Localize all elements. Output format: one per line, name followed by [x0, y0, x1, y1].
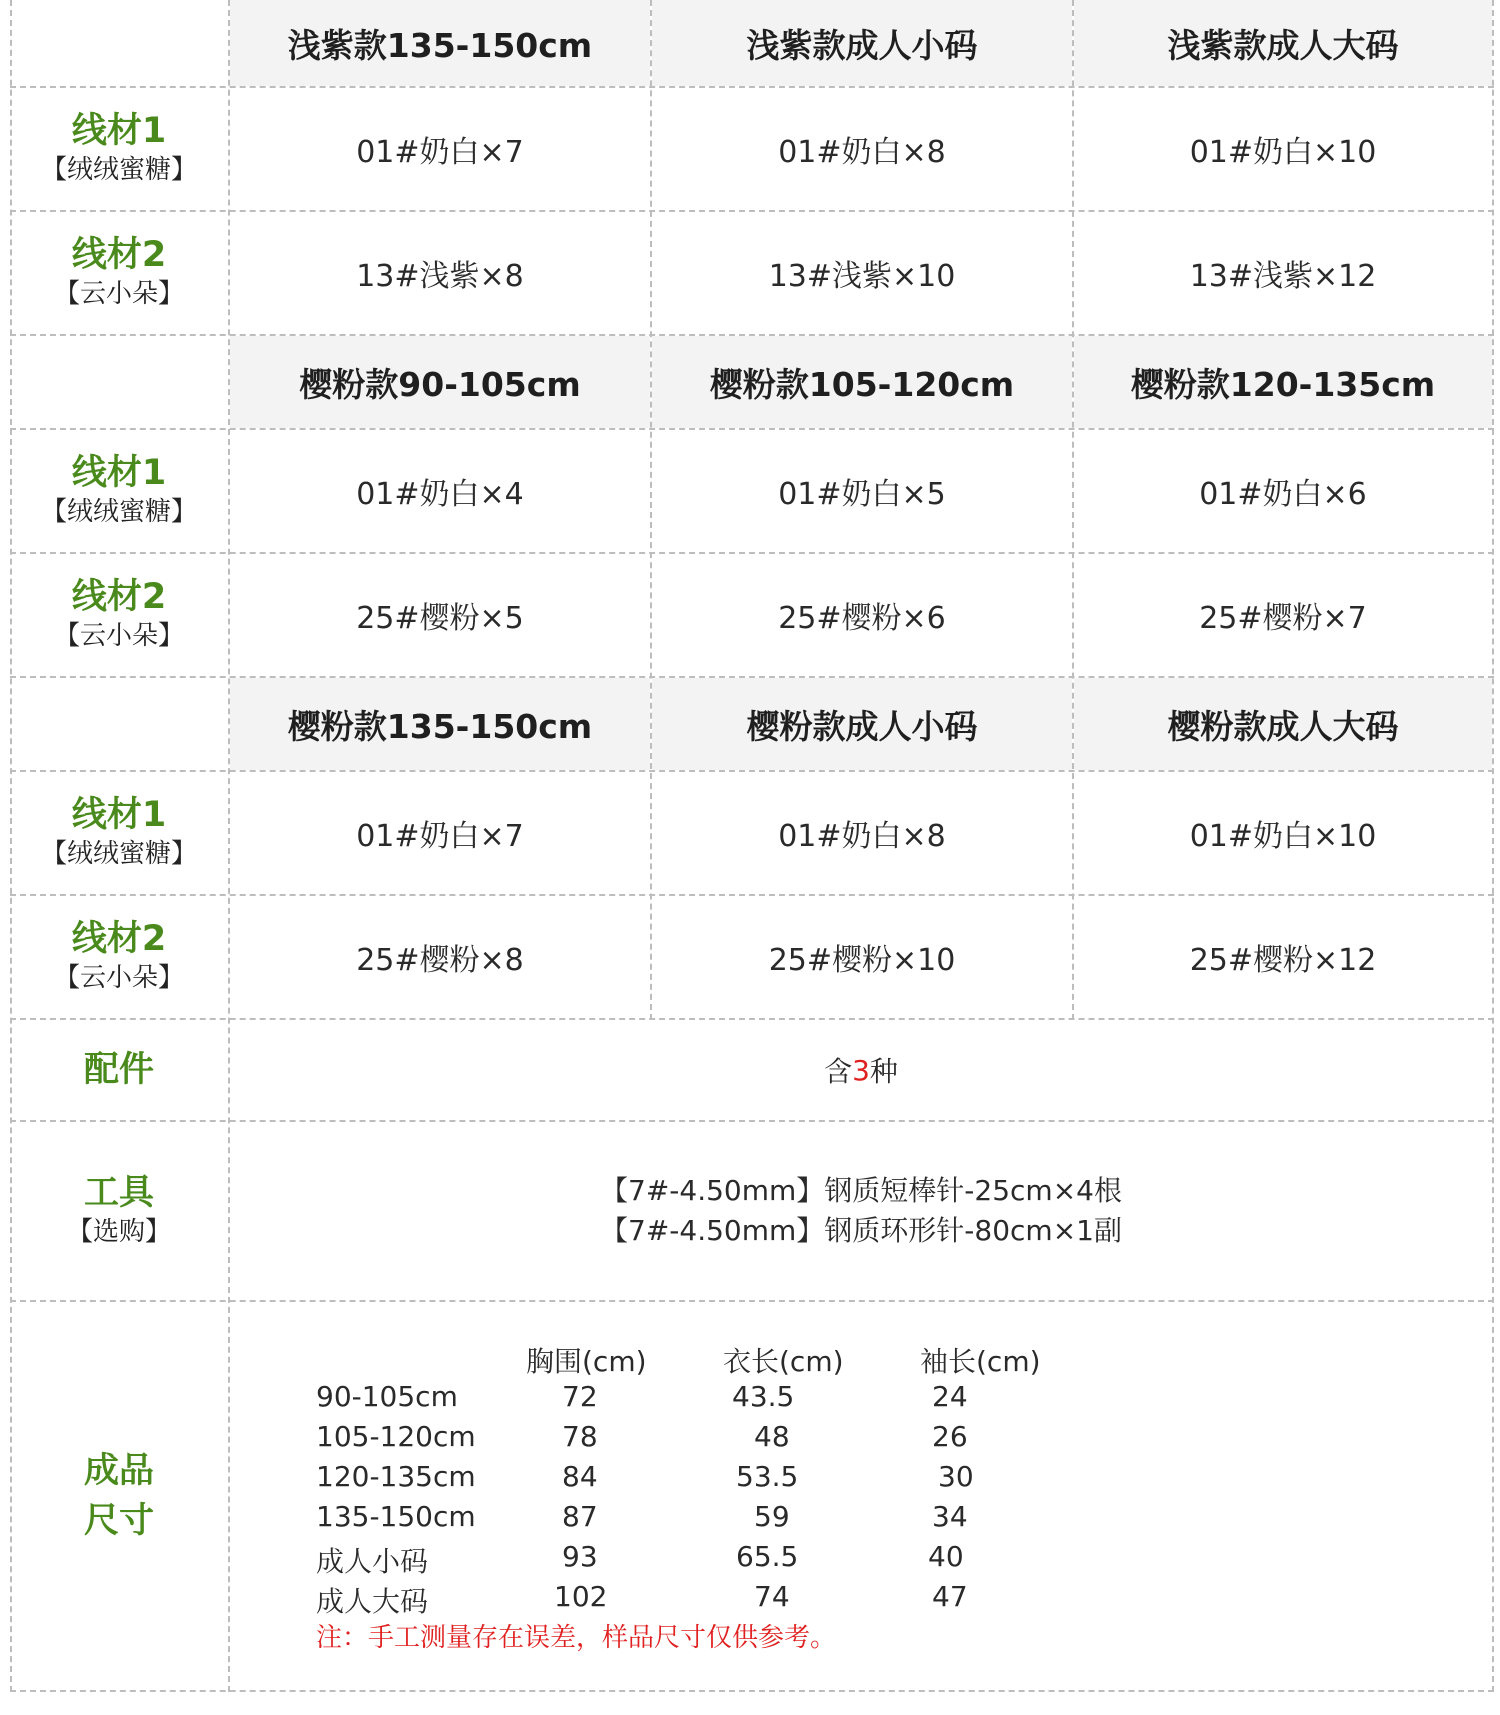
accessories-suffix: 种 [869, 1055, 898, 1088]
sleeve-value: 47 [932, 1580, 968, 1613]
divider [10, 0, 12, 1692]
row-label-title: 线材2 [71, 577, 167, 617]
finished-size-title: 尺寸 [83, 1501, 154, 1541]
size-name: 成人大码 [316, 1585, 429, 1618]
length-value: 59 [754, 1500, 790, 1533]
divider [650, 0, 652, 1020]
column-header: 衣长(cm) [723, 1345, 844, 1378]
divider [10, 676, 1494, 678]
value-cell: 01#奶白×5 [778, 477, 946, 512]
size-name: 135-150cm [316, 1500, 476, 1533]
divider [10, 1120, 1494, 1122]
tools-title: 工具 [83, 1173, 154, 1213]
header-text: 樱粉款成人大码 [1167, 706, 1399, 746]
header-cell [1074, 678, 1492, 770]
value-cell: 01#奶白×6 [1199, 477, 1367, 512]
chest-value: 87 [562, 1500, 598, 1533]
value-cell: 25#樱粉×10 [768, 943, 956, 978]
header-cell [1074, 336, 1492, 428]
row-label-sub: 【绒绒蜜糖】 [40, 497, 197, 527]
row-label [10, 554, 228, 676]
header-text: 浅紫款成人小码 [746, 25, 978, 65]
tool-line: 【7#-4.50mm】钢质环形针-80cm×1副 [600, 1214, 1122, 1247]
row-label-sub: 【绒绒蜜糖】 [40, 155, 197, 185]
header-text: 樱粉款135-150cm [287, 706, 593, 746]
header-text: 樱粉款90-105cm [299, 364, 581, 404]
accessories-value [230, 1020, 1492, 1120]
size-name: 120-135cm [316, 1460, 476, 1493]
length-value: 53.5 [736, 1460, 799, 1493]
divider [228, 0, 230, 1692]
length-value: 74 [754, 1580, 790, 1613]
divider [10, 1018, 1494, 1020]
divider [10, 552, 1494, 554]
size-name: 90-105cm [316, 1380, 458, 1413]
size-note: 注：手工测量存在误差，样品尺寸仅供参考。 [316, 1623, 837, 1653]
length-value: 43.5 [732, 1380, 795, 1413]
row-label-sub: 【云小朵】 [53, 279, 184, 309]
divider [10, 770, 1494, 772]
divider [10, 210, 1494, 212]
value-cell: 01#奶白×10 [1189, 819, 1377, 854]
row-label [10, 772, 228, 894]
value-cell: 13#浅紫×10 [768, 259, 956, 294]
row-label [10, 212, 228, 334]
header-text: 浅紫款135-150cm [287, 25, 593, 65]
row-label-sub: 【云小朵】 [53, 963, 184, 993]
row-label-title: 线材2 [71, 235, 167, 275]
value-cell: 13#浅紫×12 [1189, 259, 1377, 294]
value-cell: 25#樱粉×6 [778, 601, 946, 636]
chest-value: 78 [562, 1420, 598, 1453]
sleeve-value: 34 [932, 1500, 968, 1533]
accessories-label [10, 1020, 228, 1120]
divider [10, 1300, 1494, 1302]
finished-size-label [10, 1302, 228, 1690]
header-cell [230, 336, 650, 428]
sleeve-value: 24 [932, 1380, 968, 1413]
size-name: 成人小码 [316, 1545, 429, 1578]
value-cell: 01#奶白×10 [1189, 135, 1377, 170]
accessories-count: 3 [852, 1053, 870, 1087]
header-text: 樱粉款105-120cm [709, 364, 1015, 404]
tools-sub: 【选购】 [66, 1217, 171, 1247]
value-cell: 01#奶白×4 [356, 477, 524, 512]
divider [10, 894, 1494, 896]
chest-value: 72 [562, 1380, 598, 1413]
header-cell [1074, 0, 1492, 86]
header-text: 浅紫款成人大码 [1167, 25, 1399, 65]
divider [1492, 0, 1494, 1692]
header-cell [652, 678, 1072, 770]
tools-label [10, 1122, 228, 1300]
row-label-title: 线材1 [71, 795, 167, 835]
column-header: 袖长(cm) [920, 1345, 1041, 1378]
value-cell: 25#樱粉×7 [1199, 601, 1367, 636]
header-cell [652, 336, 1072, 428]
row-label [10, 88, 228, 210]
tool-line: 【7#-4.50mm】钢质短棒针-25cm×4根 [600, 1174, 1122, 1207]
divider [10, 1690, 1494, 1692]
header-cell [652, 0, 1072, 86]
row-label-title: 线材2 [71, 919, 167, 959]
chest-value: 84 [562, 1460, 598, 1493]
divider [10, 428, 1494, 430]
chest-value: 102 [554, 1580, 608, 1613]
value-cell: 01#奶白×8 [778, 135, 946, 170]
sleeve-value: 30 [938, 1460, 974, 1493]
header-text: 樱粉款成人小码 [746, 706, 978, 746]
sleeve-value: 40 [928, 1540, 964, 1573]
value-cell: 01#奶白×8 [778, 819, 946, 854]
tools-value [230, 1122, 1492, 1300]
value-cell: 01#奶白×7 [356, 819, 524, 854]
column-header: 胸围(cm) [526, 1345, 647, 1378]
size-name: 105-120cm [316, 1420, 476, 1453]
row-label-sub: 【绒绒蜜糖】 [40, 839, 197, 869]
row-label-title: 线材1 [71, 453, 167, 493]
accessories-title: 配件 [83, 1050, 154, 1090]
value-cell: 25#樱粉×8 [356, 943, 524, 978]
divider [10, 86, 1494, 88]
sleeve-value: 26 [932, 1420, 968, 1453]
divider [1072, 0, 1074, 1020]
value-cell: 01#奶白×7 [356, 135, 524, 170]
accessories-prefix: 含 [824, 1055, 853, 1088]
value-cell: 25#樱粉×12 [1189, 943, 1377, 978]
divider [10, 334, 1494, 336]
row-label [10, 430, 228, 552]
header-cell [230, 678, 650, 770]
row-label [10, 896, 228, 1018]
header-cell [230, 0, 650, 86]
value-cell: 25#樱粉×5 [356, 601, 524, 636]
chest-value: 93 [562, 1540, 598, 1573]
row-label-title: 线材1 [71, 111, 167, 151]
finished-size-title: 成品 [83, 1451, 154, 1491]
length-value: 48 [754, 1420, 790, 1453]
value-cell: 13#浅紫×8 [356, 259, 524, 294]
row-label-sub: 【云小朵】 [53, 621, 184, 651]
header-text: 樱粉款120-135cm [1130, 364, 1436, 404]
length-value: 65.5 [736, 1540, 799, 1573]
